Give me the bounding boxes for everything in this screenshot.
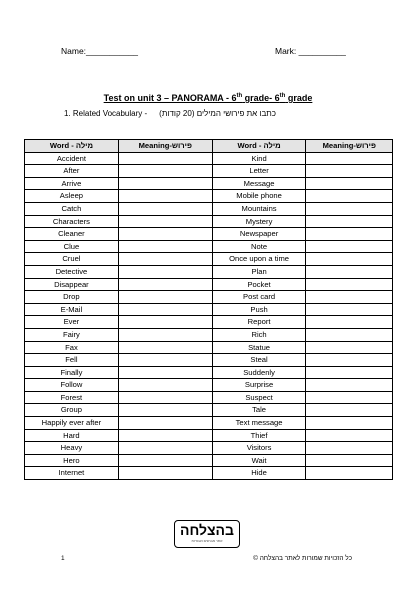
table-row	[25, 417, 393, 430]
meaning-answer-cell[interactable]	[306, 303, 393, 316]
vocabulary-table	[24, 139, 393, 480]
word-cell: Mystery	[212, 215, 306, 228]
table-header-row	[25, 140, 393, 153]
word-cell: Newspaper	[212, 228, 306, 241]
word-cell: Hard	[25, 429, 119, 442]
meaning-answer-cell[interactable]	[118, 177, 212, 190]
meaning-answer-cell[interactable]	[306, 177, 393, 190]
word-cell: Mobile phone	[212, 190, 306, 203]
section-label: 1. Related Vocabulary -	[64, 109, 148, 118]
word-cell: Plan	[212, 265, 306, 278]
column-header: Word - מילה	[25, 140, 119, 153]
column-header: Meaning-פירוש	[306, 140, 393, 153]
word-cell: Rich	[212, 328, 306, 341]
table-row	[25, 202, 393, 215]
column-header: Meaning-פירוש	[118, 140, 212, 153]
word-cell: Report	[212, 316, 306, 329]
meaning-answer-cell[interactable]	[118, 202, 212, 215]
test-title	[0, 93, 416, 103]
meaning-answer-cell[interactable]	[306, 228, 393, 241]
meaning-answer-cell[interactable]	[118, 417, 212, 430]
meaning-answer-cell[interactable]	[118, 240, 212, 253]
word-cell: Hero	[25, 454, 119, 467]
meaning-answer-cell[interactable]	[118, 354, 212, 367]
table-row	[25, 265, 393, 278]
meaning-answer-cell[interactable]	[306, 417, 393, 430]
table-row	[25, 303, 393, 316]
word-cell: Internet	[25, 467, 119, 480]
word-cell: Follow	[25, 379, 119, 392]
title-end-text: grade	[285, 93, 313, 103]
word-cell: Suspect	[212, 391, 306, 404]
mark-field-label: Mark: __________	[275, 46, 346, 56]
meaning-answer-cell[interactable]	[306, 354, 393, 367]
word-cell: Fairy	[25, 328, 119, 341]
meaning-answer-cell[interactable]	[118, 328, 212, 341]
meaning-answer-cell[interactable]	[118, 228, 212, 241]
word-cell: Surprise	[212, 379, 306, 392]
meaning-answer-cell[interactable]	[118, 391, 212, 404]
meaning-answer-cell[interactable]	[306, 429, 393, 442]
word-cell: Visitors	[212, 442, 306, 455]
word-cell: Finally	[25, 366, 119, 379]
table-row	[25, 391, 393, 404]
table-row	[25, 190, 393, 203]
word-cell: Thief	[212, 429, 306, 442]
word-cell: Disappear	[25, 278, 119, 291]
word-cell: Cruel	[25, 253, 119, 266]
meaning-answer-cell[interactable]	[306, 240, 393, 253]
meaning-answer-cell[interactable]	[306, 442, 393, 455]
table-row	[25, 316, 393, 329]
table-row	[25, 291, 393, 304]
table-row	[25, 278, 393, 291]
word-cell: Pocket	[212, 278, 306, 291]
table-row	[25, 253, 393, 266]
table-row	[25, 328, 393, 341]
meaning-answer-cell[interactable]	[118, 404, 212, 417]
meaning-answer-cell[interactable]	[118, 454, 212, 467]
word-cell: Note	[212, 240, 306, 253]
meaning-answer-cell[interactable]	[118, 467, 212, 480]
word-cell: Characters	[25, 215, 119, 228]
word-cell: Arrive	[25, 177, 119, 190]
meaning-answer-cell[interactable]	[118, 190, 212, 203]
meaning-answer-cell[interactable]	[306, 366, 393, 379]
word-cell: Detective	[25, 265, 119, 278]
section-instruction-hebrew: כתבו את פירושי המילים (20 קודות)	[159, 109, 276, 118]
word-cell: Catch	[25, 202, 119, 215]
word-cell: Post card	[212, 291, 306, 304]
word-cell: Asleep	[25, 190, 119, 203]
meaning-answer-cell[interactable]	[118, 341, 212, 354]
word-cell: Heavy	[25, 442, 119, 455]
meaning-answer-cell[interactable]	[306, 454, 393, 467]
title-main-text: Test on unit 3 – PANORAMA - 6	[103, 93, 237, 103]
table-row	[25, 177, 393, 190]
word-cell: Group	[25, 404, 119, 417]
table-row	[25, 341, 393, 354]
logo-tagline: אתר מבחנים ועבודות	[191, 539, 223, 543]
word-cell: Message	[212, 177, 306, 190]
meaning-answer-cell[interactable]	[306, 165, 393, 178]
vocabulary-table-body	[25, 152, 393, 479]
word-cell: Once upon a time	[212, 253, 306, 266]
meaning-answer-cell[interactable]	[118, 316, 212, 329]
meaning-answer-cell[interactable]	[306, 202, 393, 215]
meaning-answer-cell[interactable]	[118, 278, 212, 291]
section-heading	[64, 109, 276, 118]
word-cell: Mountains	[212, 202, 306, 215]
word-cell: Clue	[25, 240, 119, 253]
meaning-answer-cell[interactable]	[306, 316, 393, 329]
word-cell: Kind	[212, 152, 306, 165]
title-mid-text: grade- 6	[242, 93, 280, 103]
word-cell: Happily ever after	[25, 417, 119, 430]
table-row	[25, 379, 393, 392]
table-row	[25, 467, 393, 480]
meaning-answer-cell[interactable]	[306, 379, 393, 392]
table-row	[25, 228, 393, 241]
table-row	[25, 165, 393, 178]
meaning-answer-cell[interactable]	[118, 442, 212, 455]
logo-text: בהצלחה	[180, 522, 234, 538]
meaning-answer-cell[interactable]	[306, 404, 393, 417]
word-cell: Drop	[25, 291, 119, 304]
column-header: Word - מילה	[212, 140, 306, 153]
word-cell: Wait	[212, 454, 306, 467]
meaning-answer-cell[interactable]	[118, 165, 212, 178]
word-cell: Text message	[212, 417, 306, 430]
meaning-answer-cell[interactable]	[306, 215, 393, 228]
meaning-answer-cell[interactable]	[118, 152, 212, 165]
word-cell: Forest	[25, 391, 119, 404]
word-cell: Fell	[25, 354, 119, 367]
word-cell: Cleaner	[25, 228, 119, 241]
word-cell: Tale	[212, 404, 306, 417]
success-logo	[174, 520, 240, 548]
table-row	[25, 215, 393, 228]
word-cell: After	[25, 165, 119, 178]
copyright-notice: כל הזכויות שמורות לאתר בהצלחה ©	[253, 555, 352, 562]
word-cell: Suddenly	[212, 366, 306, 379]
meaning-answer-cell[interactable]	[306, 152, 393, 165]
meaning-answer-cell[interactable]	[306, 190, 393, 203]
meaning-answer-cell[interactable]	[118, 291, 212, 304]
meaning-answer-cell[interactable]	[118, 379, 212, 392]
meaning-answer-cell[interactable]	[118, 429, 212, 442]
table-row	[25, 454, 393, 467]
word-cell: Letter	[212, 165, 306, 178]
table-row	[25, 240, 393, 253]
word-cell: Statue	[212, 341, 306, 354]
meaning-answer-cell[interactable]	[118, 265, 212, 278]
page-number: 1	[61, 555, 65, 562]
word-cell: Fax	[25, 341, 119, 354]
word-cell: Accident	[25, 152, 119, 165]
word-cell: Push	[212, 303, 306, 316]
meaning-answer-cell[interactable]	[306, 291, 393, 304]
word-cell: E-Mail	[25, 303, 119, 316]
meaning-answer-cell[interactable]	[306, 278, 393, 291]
meaning-answer-cell[interactable]	[118, 303, 212, 316]
meaning-answer-cell[interactable]	[306, 467, 393, 480]
title-superscript: th	[279, 93, 286, 99]
table-row	[25, 354, 393, 367]
meaning-answer-cell[interactable]	[118, 253, 212, 266]
table-row	[25, 366, 393, 379]
name-field-label: Name:___________	[61, 46, 139, 56]
meaning-answer-cell[interactable]	[306, 328, 393, 341]
word-cell: Ever	[25, 316, 119, 329]
table-row	[25, 429, 393, 442]
table-row	[25, 404, 393, 417]
title-superscript: th	[236, 93, 243, 99]
table-row	[25, 442, 393, 455]
word-cell: Steal	[212, 354, 306, 367]
meaning-answer-cell[interactable]	[306, 253, 393, 266]
meaning-answer-cell[interactable]	[118, 366, 212, 379]
meaning-answer-cell[interactable]	[306, 341, 393, 354]
meaning-answer-cell[interactable]	[306, 391, 393, 404]
meaning-answer-cell[interactable]	[306, 265, 393, 278]
meaning-answer-cell[interactable]	[118, 215, 212, 228]
word-cell: Hide	[212, 467, 306, 480]
table-row	[25, 152, 393, 165]
